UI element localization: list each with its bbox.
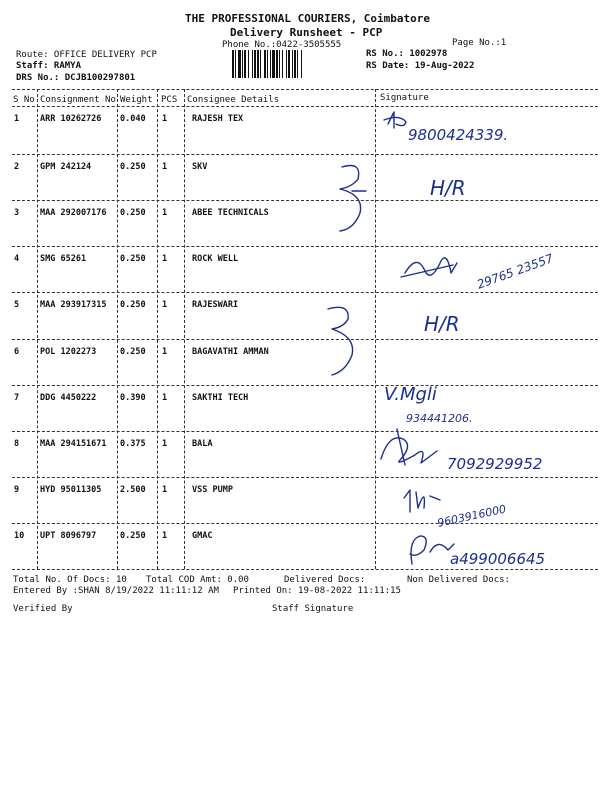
row-pcs: 1 xyxy=(162,114,168,124)
total-docs: Total No. Of Docs: 10 xyxy=(13,575,127,585)
row-weight: 0.250 xyxy=(120,254,146,264)
row-consignment: DDG 4450222 xyxy=(40,393,97,403)
barcode-bar xyxy=(260,50,261,78)
row-consignment: MAA 293917315 xyxy=(40,300,107,310)
rs-number: RS No.: 1002978 xyxy=(366,49,448,59)
barcode-bar xyxy=(276,50,278,78)
col-consignee: Consignee Details xyxy=(187,95,280,105)
drs-number: DRS No.: DCJB100297801 xyxy=(16,73,136,83)
company-name: THE PROFESSIONAL COURIERS, Coimbatore xyxy=(185,12,431,25)
barcode-bar xyxy=(272,50,275,78)
row-pcs: 1 xyxy=(162,531,168,541)
row-sno: 4 xyxy=(14,254,20,264)
staff-label: Staff: RAMYA xyxy=(16,61,82,71)
total-cod: Total COD Amt: 0.00 xyxy=(146,575,249,585)
signature-row-9 xyxy=(400,478,560,532)
row-consignment: GPM 242124 xyxy=(40,162,92,172)
col-separator xyxy=(184,89,185,569)
row-sno: 5 xyxy=(14,300,20,310)
row-pcs: 1 xyxy=(162,254,168,264)
row-sno: 6 xyxy=(14,347,20,357)
row-sno: 2 xyxy=(14,162,20,172)
col-sno: S No xyxy=(13,95,35,105)
delivered-docs: Delivered Docs: xyxy=(284,575,366,585)
row-sno: 7 xyxy=(14,393,20,403)
row-sno: 10 xyxy=(14,531,25,541)
row-pcs: 1 xyxy=(162,439,168,449)
barcode-bar xyxy=(252,50,253,78)
barcode-bar xyxy=(288,50,290,78)
row-consignee: VSS PUMP xyxy=(192,485,233,495)
barcode-bar xyxy=(257,50,259,78)
barcode-bar xyxy=(294,50,296,78)
sig5-text: H/R xyxy=(424,312,460,336)
rs-date: RS Date: 19-Aug-2022 xyxy=(366,61,475,71)
footer-top-rule xyxy=(12,569,598,570)
barcode-bar xyxy=(270,50,271,78)
staff-signature: Staff Signature xyxy=(272,604,354,614)
sig1-phone: 9800424339. xyxy=(408,126,509,144)
row-weight: 0.375 xyxy=(120,439,146,449)
row-consignment: UPT 8096797 xyxy=(40,531,97,541)
row-consignment: HYD 95011305 xyxy=(40,485,102,495)
row-pcs: 1 xyxy=(162,208,168,218)
signature-row-10 xyxy=(404,528,594,582)
barcode-bar xyxy=(235,50,236,78)
row-pcs: 1 xyxy=(162,393,168,403)
signature-row-2 xyxy=(330,155,550,249)
barcode-bar xyxy=(248,50,249,78)
barcode xyxy=(232,50,358,78)
row-consignment: POL 1202273 xyxy=(40,347,97,357)
row-weight: 0.250 xyxy=(120,208,146,218)
row-pcs: 1 xyxy=(162,300,168,310)
barcode-bar xyxy=(244,50,246,78)
page-number: Page No.:1 xyxy=(452,38,507,48)
col-weight: Weight xyxy=(120,95,153,105)
barcode-bar xyxy=(264,50,266,78)
barcode-bar xyxy=(301,50,302,78)
row-consignment: MAA 294151671 xyxy=(40,439,107,449)
row-weight: 0.250 xyxy=(120,347,146,357)
barcode-bar xyxy=(286,50,287,78)
barcode-bar xyxy=(279,50,280,78)
barcode-bar xyxy=(238,50,241,78)
row-sno: 8 xyxy=(14,439,20,449)
signature-row-8 xyxy=(375,425,575,479)
row-sno: 1 xyxy=(14,114,20,124)
row-sno: 9 xyxy=(14,485,20,495)
col-separator xyxy=(117,89,118,569)
row-consignee: SKV xyxy=(192,162,208,172)
signature-row-7 xyxy=(382,378,582,432)
row-weight: 0.040 xyxy=(120,114,146,124)
sig9-phone: 9603916000 xyxy=(436,502,508,530)
row-weight: 0.250 xyxy=(120,300,146,310)
row-consignee: ROCK WELL xyxy=(192,254,239,264)
sig4-number: 29765 23557 xyxy=(475,251,556,292)
row-consignment: SMG 65261 xyxy=(40,254,87,264)
row-pcs: 1 xyxy=(162,347,168,357)
runsheet-title: Delivery Runsheet - PCP xyxy=(230,26,383,39)
sig10-phone: a499006645 xyxy=(450,550,546,568)
printed-on: Printed On: 19-08-2022 11:11:15 xyxy=(233,586,401,596)
row-weight: 0.390 xyxy=(120,393,146,403)
col-separator xyxy=(157,89,158,569)
non-delivered-docs: Non Delivered Docs: xyxy=(407,575,510,585)
header-top-rule xyxy=(12,89,598,90)
row-sno: 3 xyxy=(14,208,20,218)
row-consignment: ARR 10262726 xyxy=(40,114,102,124)
row-consignee: GMAC xyxy=(192,531,213,541)
row-weight: 0.250 xyxy=(120,531,146,541)
col-pcs: PCS xyxy=(161,95,178,105)
sig7-name: V.Mgli xyxy=(384,384,437,405)
barcode-bar xyxy=(282,50,283,78)
entered-by: Entered By :SHAN 8/19/2022 11:11:12 AM xyxy=(13,586,219,596)
route-label: Route: OFFICE DELIVERY PCP xyxy=(16,50,157,60)
row-consignee: BALA xyxy=(192,439,213,449)
barcode-bar xyxy=(242,50,243,78)
row-pcs: 1 xyxy=(162,162,168,172)
sig8-phone: 7092929952 xyxy=(447,455,543,473)
phone-number: Phone No.:0422-3505555 xyxy=(222,40,342,50)
row-pcs: 1 xyxy=(162,485,168,495)
barcode-bar xyxy=(254,50,256,78)
signature-row-5 xyxy=(320,295,540,389)
row-consignee: SAKTHI TECH xyxy=(192,393,249,403)
row-consignment: MAA 292007176 xyxy=(40,208,107,218)
signature-row-1 xyxy=(380,106,580,158)
row-weight: 0.250 xyxy=(120,162,146,172)
barcode-bar xyxy=(297,50,298,78)
barcode-bar xyxy=(267,50,268,78)
row-weight: 2.500 xyxy=(120,485,146,495)
sig7-phone: 934441206. xyxy=(406,412,473,425)
col-separator xyxy=(37,89,38,569)
verified-by: Verified By xyxy=(13,604,73,614)
col-consignment: Consignment No xyxy=(40,95,116,105)
sig2-text: H/R xyxy=(430,176,466,200)
barcode-bar xyxy=(292,50,293,78)
row-consignee: ABEE TECHNICALS xyxy=(192,208,269,218)
row-consignee: BAGAVATHI AMMAN xyxy=(192,347,269,357)
row-consignee: RAJESWARI xyxy=(192,300,239,310)
row-consignee: RAJESH TEX xyxy=(192,114,244,124)
col-signature: Signature xyxy=(380,93,429,103)
barcode-bar xyxy=(232,50,234,78)
